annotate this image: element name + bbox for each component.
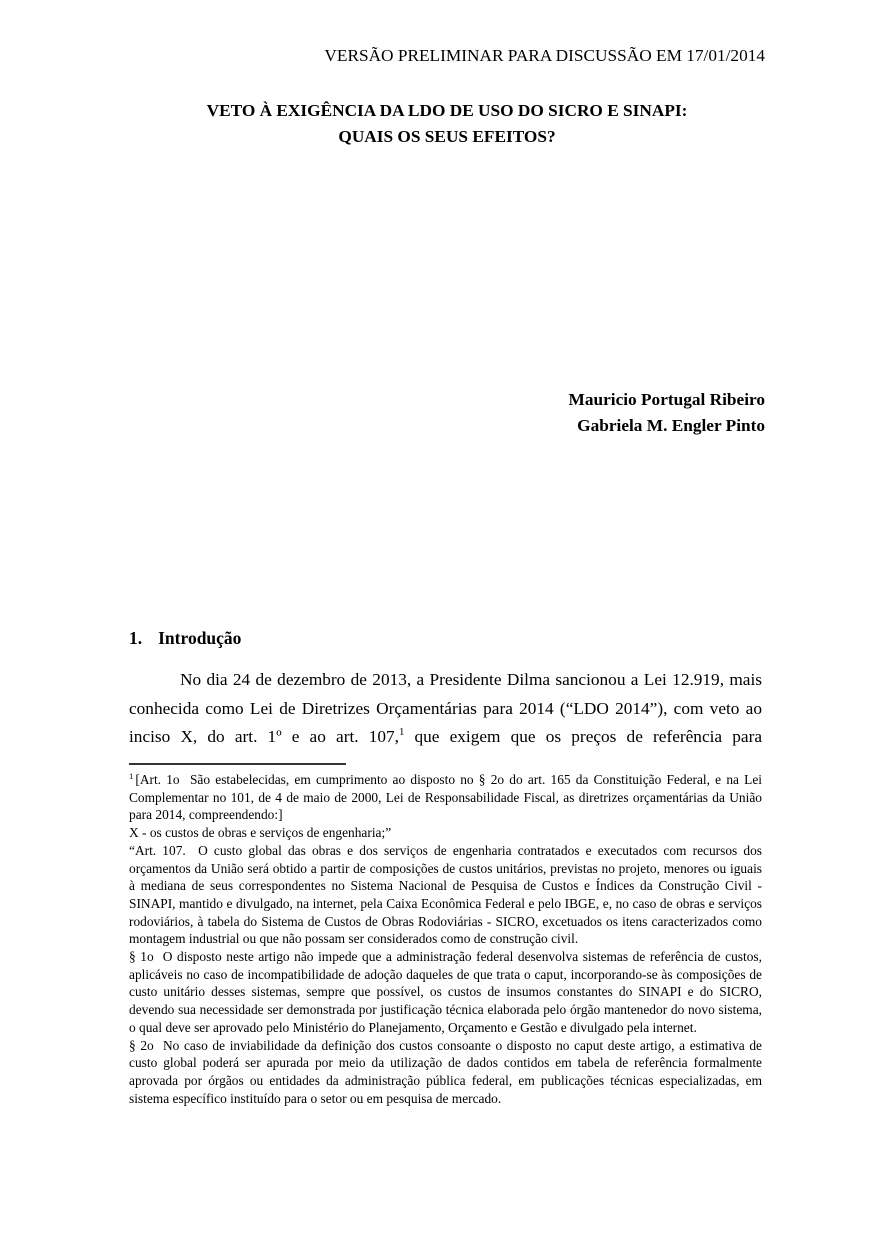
footnote-reference-1: 1: [398, 726, 405, 739]
footnote-separator-rule: [129, 763, 346, 765]
intro-paragraph-text-continued: que exigem que os preços de referência para: [404, 727, 762, 747]
section-title: Introdução: [158, 628, 242, 648]
footnote-marker-1: 1: [129, 770, 134, 781]
footnote-paragraph: § 1o O disposto neste artigo não impede que a administração federal desenvolva sistemas de referência de custos, aplicáveis no caso de incompatibilidade de adoção daqueles de que trata o caput, incorporando-se às composições de custo unitário desses sistemas, sempre que possível, os custos de insumos constantes do SINAPI e do SICRO, devendo sua necessidade ser demonstrada por justificação técnica elaborada pelo órgão mantenedor do novo sistema, o qual deve ser aprovado pelo Ministério do Planejamento, Orçamento e Gestão e divulgado pela internet.: [129, 949, 762, 1035]
footnote-paragraph: [129, 771, 762, 824]
author-block: [129, 387, 765, 438]
intro-paragraph: [129, 666, 762, 752]
section-number: 1.: [129, 628, 143, 648]
footnote-paragraph: X - os custos de obras e serviços de engenharia;”: [129, 825, 392, 841]
paper-title-line-2: QUAIS OS SEUS EFEITOS?: [338, 127, 556, 146]
footnote-paragraph: “Art. 107. O custo global das obras e dos serviços de engenharia contratados e executados com recursos dos orçamentos da União será obtido a partir de composições de custos unitários, previstas no projeto, menores ou iguais à mediana de seus correspondentes no Sistema Nacional de Pesquisa de Custos e Índices da Construção Civil - SINAPI, mantido e divulgado, na internet, pela Caixa Econômica Federal e pelo IBGE, e, no caso de obras e serviços rodoviários, à tabela do Sistema de Custos de Obras Rodoviárias - SICRO, excetuados os itens caracterizados como montagem industrial ou que não possam ser considerados como de construção civil.: [129, 842, 762, 947]
footnote-block: [129, 771, 762, 1107]
section-heading-introduction: [129, 628, 765, 649]
draft-version-header: VERSÃO PRELIMINAR PARA DISCUSSÃO EM 17/01/2014: [324, 46, 765, 65]
paper-title: [129, 98, 765, 150]
footnote-text: [Art. 1o São estabelecidas, em cumprimento ao disposto no § 2o do art. 165 da Constituição Federal, e na Lei Complementar no 101, de 4 de maio de 2000, Lei de Responsabilidade Fiscal, as diretrizes orçamentárias da União para 2014, compreendendo:]: [129, 772, 762, 823]
intro-paragraph-text: No dia 24 de dezembro de 2013, a Presidente Dilma sancionou a Lei 12.919, mais conhecida como Lei de Diretrizes Orçamentárias para 2014 (“LDO 2014”), com veto ao inciso X, do art. 1º e ao art. 107,: [129, 670, 762, 747]
paper-title-line-1: VETO À EXIGÊNCIA DA LDO DE USO DO SICRO E SINAPI:: [206, 101, 688, 120]
author-name: Mauricio Portugal Ribeiro: [568, 390, 765, 409]
author-name: Gabriela M. Engler Pinto: [577, 415, 765, 435]
footnote-paragraph: § 2o No caso de inviabilidade da definição dos custos consoante o disposto no caput deste artigo, a estimativa de custo global poderá ser apurada por meio da utilização de dados contidos em tabela de referência formalmente aprovada por órgãos ou entidades da administração pública federal, em publicações técnicas especializadas, em sistema específico instituído para o setor ou em pesquisa de mercado.: [129, 1037, 762, 1106]
